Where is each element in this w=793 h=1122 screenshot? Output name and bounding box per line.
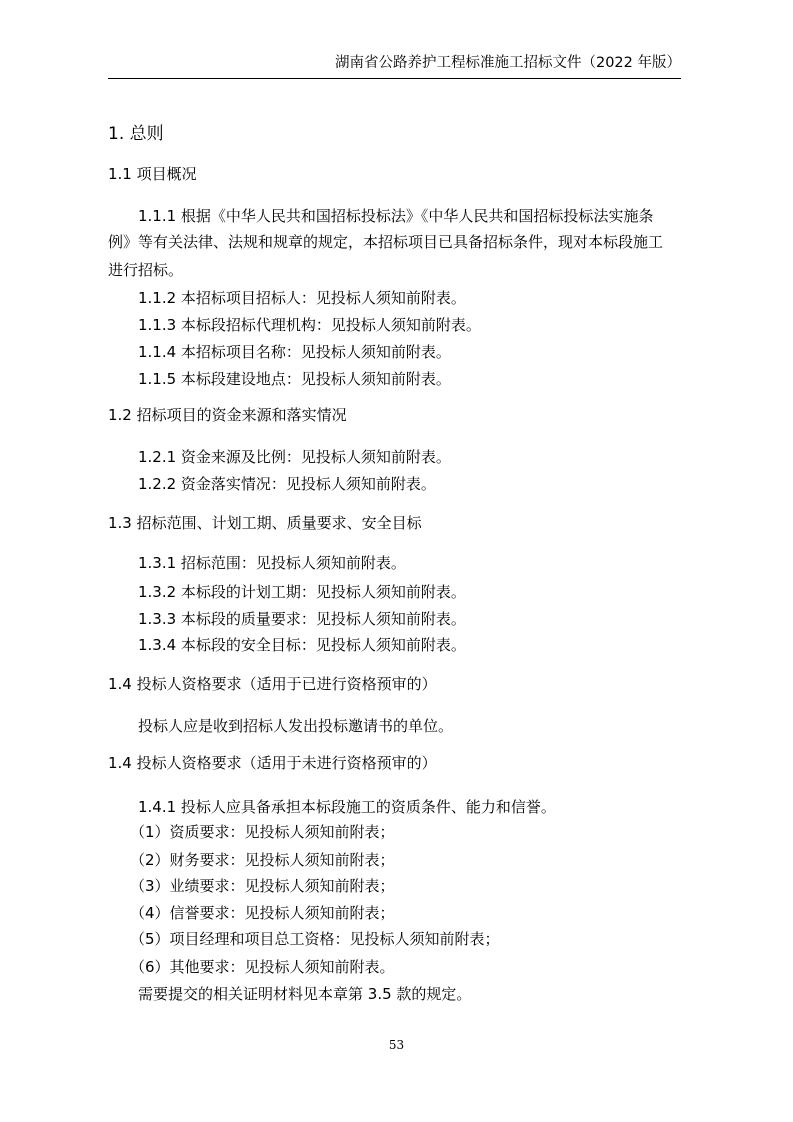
- subsection-heading-1-4-not-prequalified: 1.4 投标人资格要求（适用于未进行资格预审的）: [108, 754, 437, 772]
- requirement-item-5: （5）项目经理和项目总工资格：见投标人须知前附表；: [130, 930, 500, 948]
- requirement-item-3: （3）业绩要求：见投标人须知前附表；: [130, 877, 395, 895]
- clause-1-4-1: 1.4.1 投标人应具备承担本标段施工的资质条件、能力和信誉。: [138, 798, 556, 816]
- clause-1-1-2: 1.1.2 本招标项目招标人：见投标人须知前附表。: [138, 289, 466, 307]
- requirement-item-6: （6）其他要求：见投标人须知前附表。: [130, 958, 395, 976]
- paragraph-1-1-1-line-3: 进行招标。: [108, 261, 184, 279]
- clause-1-3-4: 1.3.4 本标段的安全目标：见投标人须知前附表。: [138, 636, 466, 654]
- clause-1-1-5: 1.1.5 本标段建设地点：见投标人须知前附表。: [138, 370, 451, 388]
- clause-1-2-2: 1.2.2 资金落实情况：见投标人须知前附表。: [138, 475, 436, 493]
- requirement-item-4: （4）信誉要求：见投标人须知前附表；: [130, 904, 395, 922]
- paragraph-1-1-1-line-2: 例》等有关法律、法规和规章的规定，本招标项目已具备招标条件，现对本标段施工: [108, 233, 664, 251]
- clause-1-3-2: 1.3.2 本标段的计划工期：见投标人须知前附表。: [138, 583, 466, 601]
- clause-1-3-1: 1.3.1 招标范围：见投标人须知前附表。: [138, 554, 406, 572]
- page-number: 53: [388, 1038, 405, 1052]
- paragraph-1-1-1-line-1: 1.1.1 根据《中华人民共和国招标投标法》《中华人民共和国招标投标法实施条: [138, 207, 654, 225]
- requirement-item-1: （1）资质要求：见投标人须知前附表；: [130, 823, 395, 841]
- closing-note: 需要提交的相关证明材料见本章第 3.5 款的规定。: [138, 985, 472, 1003]
- subsection-heading-1-4-prequalified: 1.4 投标人资格要求（适用于已进行资格预审的）: [108, 675, 437, 693]
- subsection-heading-1-1: 1.1 项目概况: [108, 165, 197, 183]
- clause-1-2-1: 1.2.1 资金来源及比例：见投标人须知前附表。: [138, 448, 451, 466]
- clause-1-3-3: 1.3.3 本标段的质量要求：见投标人须知前附表。: [138, 610, 466, 628]
- section-heading-general: 1. 总则: [108, 124, 164, 144]
- requirement-item-2: （2）财务要求：见投标人须知前附表；: [130, 851, 395, 869]
- clause-1-1-3: 1.1.3 本标段招标代理机构：见投标人须知前附表。: [138, 316, 481, 334]
- paragraph-1-4-prequalified: 投标人应是收到招标人发出投标邀请书的单位。: [138, 717, 454, 735]
- clause-1-1-4: 1.1.4 本招标项目名称：见投标人须知前附表。: [138, 343, 451, 361]
- page-header: [108, 52, 681, 79]
- header-title: 湖南省公路养护工程标准施工招标文件（2022 年版）: [334, 55, 681, 71]
- subsection-heading-1-3: 1.3 招标范围、计划工期、质量要求、安全目标: [108, 514, 422, 532]
- subsection-heading-1-2: 1.2 招标项目的资金来源和落实情况: [108, 406, 347, 424]
